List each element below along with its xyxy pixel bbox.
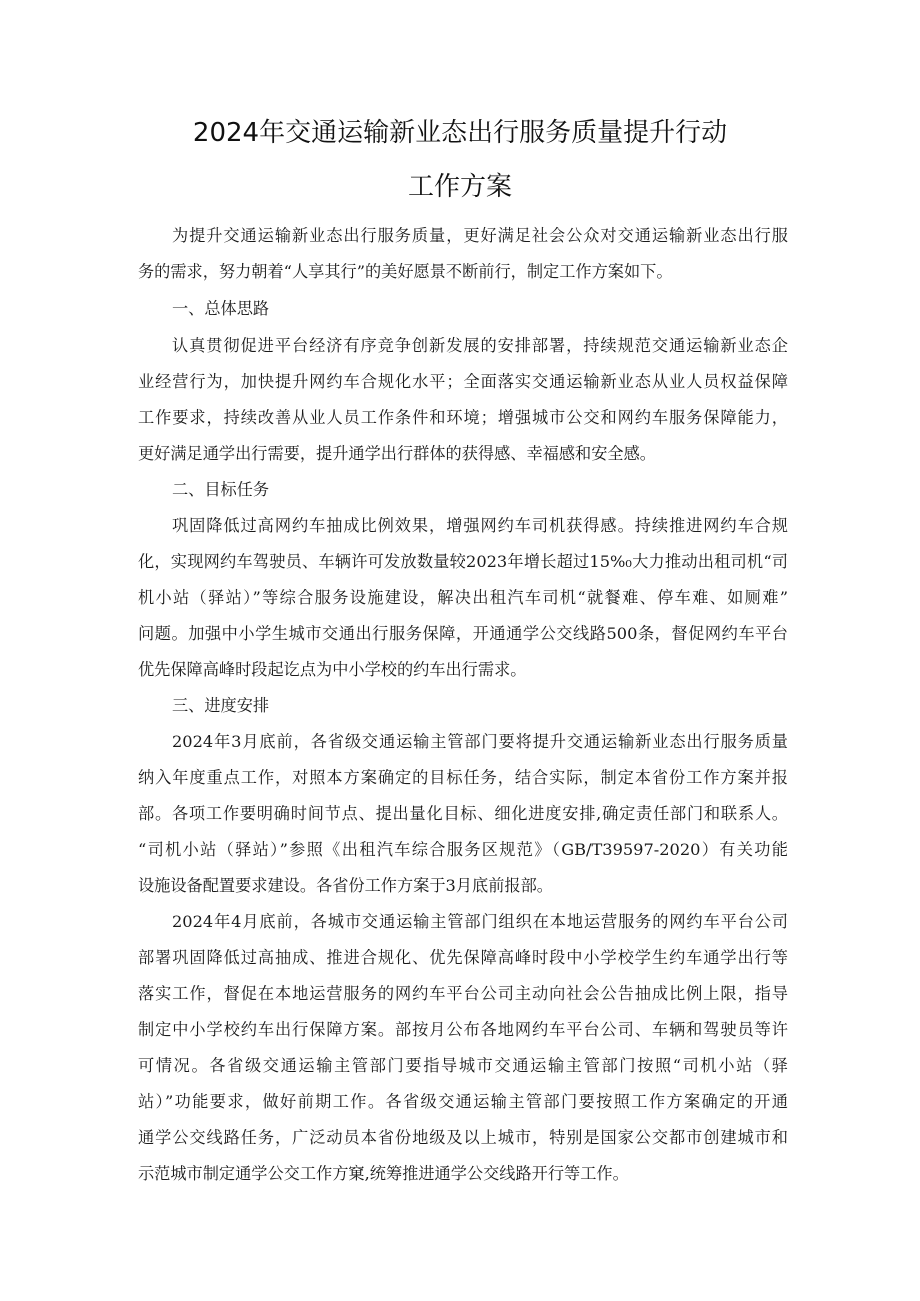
section-heading-goals: 二、目标任务 xyxy=(172,480,270,499)
document-title-line-2: 工作方案 xyxy=(407,172,512,202)
section3-p2-line: 示范城市制定通学公交工作方窠,统筹推进通学公交线路开行等工作。 xyxy=(138,1164,629,1183)
section2-line: 优先保障高峰时段起讫点为中小学校的约车出行需求。 xyxy=(138,660,527,679)
section3-p1-line: 纳入年度重点工作，对照本方案确定的目标任务，结合实际，制定本省份工作方案并报 xyxy=(138,768,788,787)
section2-line: 化，实现网约车驾驶员、车辆许可发放数量较2023年增长超过15%₀大力推动出租司机“司 xyxy=(138,552,788,571)
intro-line: 务的需求，努力朝着“人享其行”的美好愿景不断前行，制定工作方案如下。 xyxy=(138,262,673,281)
section3-p2-line: 站）”功能要求，做好前期工作。各省级交通运输主管部门要按照工作方案确定的开通 xyxy=(138,1092,788,1111)
section3-p2-line: 制定中小学校约车出行保障方案。部按月公布各地网约车平台公司、车辆和驾驶员等许 xyxy=(138,1020,788,1039)
section-heading-schedule: 三、进度安排 xyxy=(172,696,270,715)
section3-p1-line: 部。各项工作要明确时间节点、提出量化目标、细化进度安排,确定责任部门和联系人。 xyxy=(138,804,788,823)
section3-p2-line: 通学公交线路任务，广泛动员本省份地级及以上城市，特别是国家公交都市创建城市和 xyxy=(138,1128,788,1147)
section1-line: 认真贯彻促进平台经济有序竞争创新发展的安排部署，持续规范交通运输新业态企 xyxy=(172,336,788,355)
document-title-line-1: 2024年交通运输新业态出行服务质量提升行动 xyxy=(192,118,728,148)
section3-p2-line: 落实工作，督促在本地运营服务的网约车平台公司主动向社会公告抽成比例上限，指导 xyxy=(138,984,788,1003)
section2-line: 问题。加强中小学生城市交通出行服务保障，开通通学公交线路500条，督促网约车平台 xyxy=(138,624,788,643)
intro-line: 为提升交通运输新业态出行服务质量，更好满足社会公众对交通运输新业态出行服 xyxy=(172,226,788,245)
section3-p1-line: 2024年3月底前，各省级交通运输主管部门要将提升交通运输新业态出行服务质量 xyxy=(172,732,788,751)
section3-p1-line: “司机小站（驿站）”参照《出租汽车综合服务区规范》（GB/T39597-2020）有关功能 xyxy=(138,840,788,859)
section3-p1-line: 设施设备配置要求建设。各省份工作方案于3月底前报部。 xyxy=(138,876,553,895)
section1-line: 工作要求，持续改善从业人员工作条件和环境；增强城市公交和网约车服务保障能力， xyxy=(138,408,788,427)
section3-p2-line: 部署巩固降低过高抽成、推进合规化、优先保障高峰时段中小学校学生约车通学出行等 xyxy=(138,948,788,967)
section-heading-overall-approach: 一、总体思路 xyxy=(172,299,270,318)
section1-line: 更好满足通学出行需要，提升通学出行群体的获得感、幸福感和安全感。 xyxy=(138,444,656,463)
section1-line: 业经营行为，加快提升网约车合规化水平；全面落实交通运输新业态从业人员权益保障 xyxy=(138,372,788,391)
section3-p2-line: 2024年4月底前，各城市交通运输主管部门组织在本地运营服务的网约车平台公司 xyxy=(172,912,788,931)
section2-line: 巩固降低过高网约车抽成比例效果，增强网约车司机获得感。持续推进网约车合规 xyxy=(172,516,788,535)
section2-line: 机小站（驿站）”等综合服务设施建设，解决出租汽车司机“就餐难、停车难、如厕难” xyxy=(138,588,788,607)
section3-p2-line: 可情况。各省级交通运输主管部门要指导城市交通运输主管部门按照“司机小站（驿 xyxy=(138,1056,788,1075)
